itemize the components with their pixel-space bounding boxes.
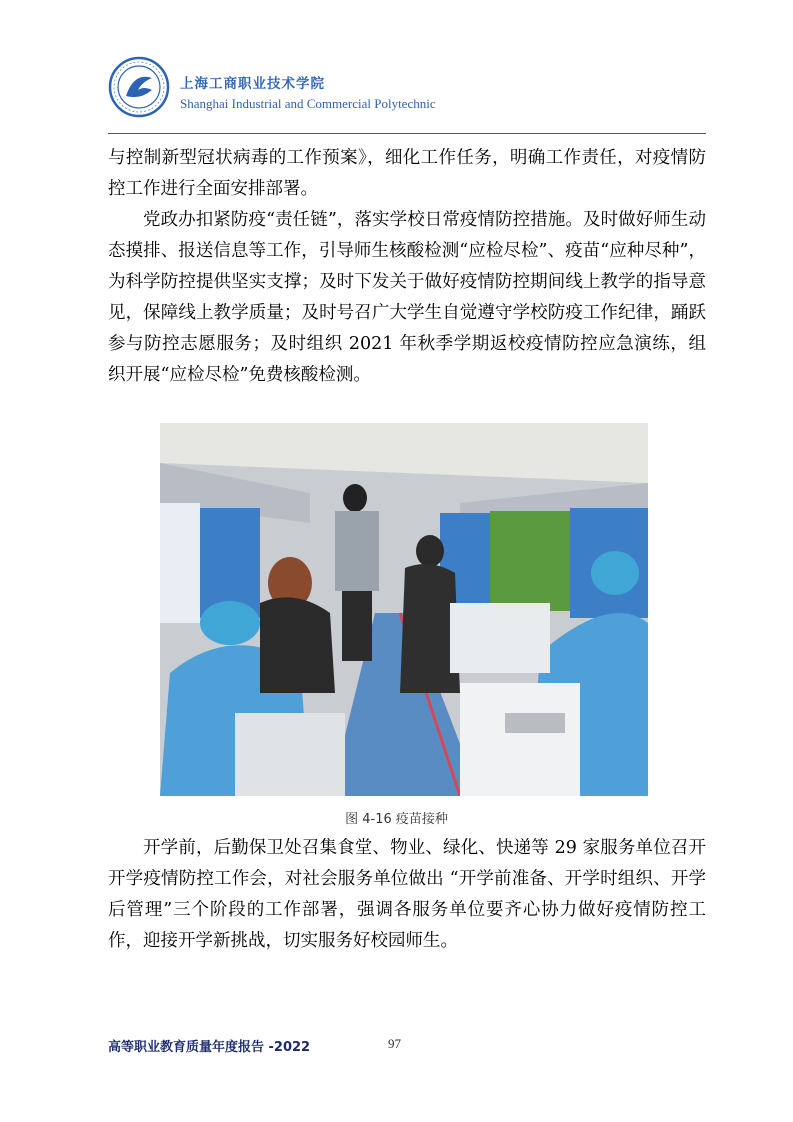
paragraph-3-text: 开学前，后勤保卫处召集食堂、物业、绿化、快递等 29 家服务单位召开开学疫情防控工作会，对社会服务单位做出 “开学前准备、开学时组织、开学后管理”三个阶段的工作部署，强调各服务单位要齐心协力做好疫情防控工作，迎接开学新挑战，切实服务好校园师生。	[108, 838, 706, 951]
report-title: 高等职业教育质量年度报告 -2022	[108, 1040, 311, 1055]
paragraph-1-text: 与控制新型冠状病毒的工作预案》，细化工作任务，明确工作责任，对疫情防控工作进行全面安排部署。	[108, 148, 706, 199]
page-number: 97	[388, 1036, 401, 1051]
vaccination-photo	[160, 423, 648, 796]
paragraph-1	[108, 143, 706, 205]
page-header	[108, 56, 706, 134]
header-divider	[108, 133, 706, 134]
figure-caption: 图 4-16 疫苗接种	[345, 812, 448, 827]
school-name-cn: 上海工商职业技术学院	[180, 76, 325, 92]
paragraph-3	[108, 833, 706, 957]
school-name-en: Shanghai Industrial and Commercial Polytechnic	[180, 96, 436, 111]
school-seal-icon	[108, 56, 170, 118]
paragraph-2	[108, 205, 706, 391]
paragraph-2-text: 党政办扣紧防疫“责任链”，落实学校日常疫情防控措施。及时做好师生动态摸排、报送信息等工作，引导师生核酸检测“应检尽检”、疫苗“应种尽种”，为科学防控提供坚实支撑；及时下发关于做好疫情防控期间线上教学的指导意见，保障线上教学质量；及时号召广大学生自觉遵守学校防疫工作纪律，踊跃参与防控志愿服务；及时组织 2021 年秋季学期返校疫情防控应急演练，组织开展“应检尽检”免费核酸检测。	[108, 210, 706, 385]
